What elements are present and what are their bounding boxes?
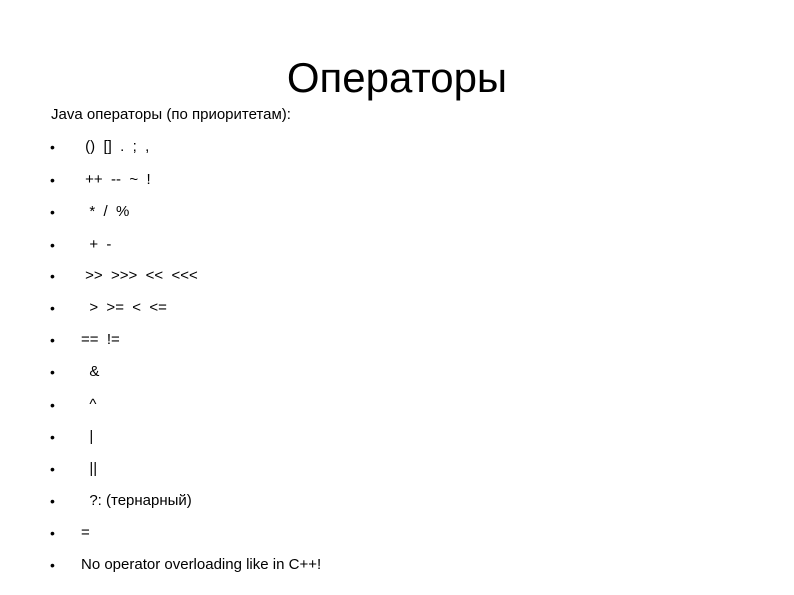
list-item: [0, 427, 700, 447]
list-item-text: * / %: [81, 203, 130, 220]
list-item: [0, 555, 700, 575]
bullet-icon: •: [50, 461, 55, 477]
list-item: [0, 137, 700, 157]
bullet-icon: •: [50, 429, 55, 445]
slide-title: Операторы: [286, 54, 508, 101]
list-item: [0, 491, 700, 511]
list-item-text: |: [81, 428, 94, 445]
list-item: [0, 330, 700, 350]
list-item: [0, 298, 700, 318]
list-item: [0, 170, 700, 190]
bullet-icon: •: [50, 172, 55, 188]
list-item: [0, 235, 700, 255]
list-item-text: ^: [81, 396, 97, 413]
bullet-icon: •: [50, 300, 55, 316]
bullet-icon: •: [50, 364, 55, 380]
list-item-text: &: [81, 363, 100, 380]
list-item: [0, 362, 700, 382]
list-item: [0, 459, 700, 479]
bullet-icon: •: [50, 557, 55, 573]
list-item: [0, 202, 700, 222]
bullet-icon: •: [50, 332, 55, 348]
bullet-icon: •: [50, 397, 55, 413]
list-item-text: () [] . ; ,: [81, 138, 150, 155]
list-item-text: ||: [81, 460, 98, 477]
bullet-icon: •: [50, 493, 55, 509]
bullet-icon: •: [50, 237, 55, 253]
slide-subtitle: Java операторы (по приоритетам):: [51, 106, 291, 123]
list-item-text: + -: [81, 236, 112, 253]
bullet-icon: •: [50, 525, 55, 541]
list-item-text: ++ -- ~ !: [81, 171, 151, 188]
bullet-icon: •: [50, 268, 55, 284]
list-item: [0, 523, 700, 543]
list-item-text: == !=: [81, 331, 120, 348]
list-item: [0, 266, 700, 286]
list-item-text: No operator overloading like in C++!: [81, 556, 322, 573]
bullet-icon: •: [50, 204, 55, 220]
list-item-text: >> >>> << <<<: [81, 267, 198, 284]
list-item-text: ?: (тернарный): [81, 492, 192, 509]
bullet-icon: •: [50, 139, 55, 155]
list-item-text: > >= < <=: [81, 299, 167, 316]
list-item: [0, 395, 700, 415]
list-item-text: =: [81, 524, 90, 541]
